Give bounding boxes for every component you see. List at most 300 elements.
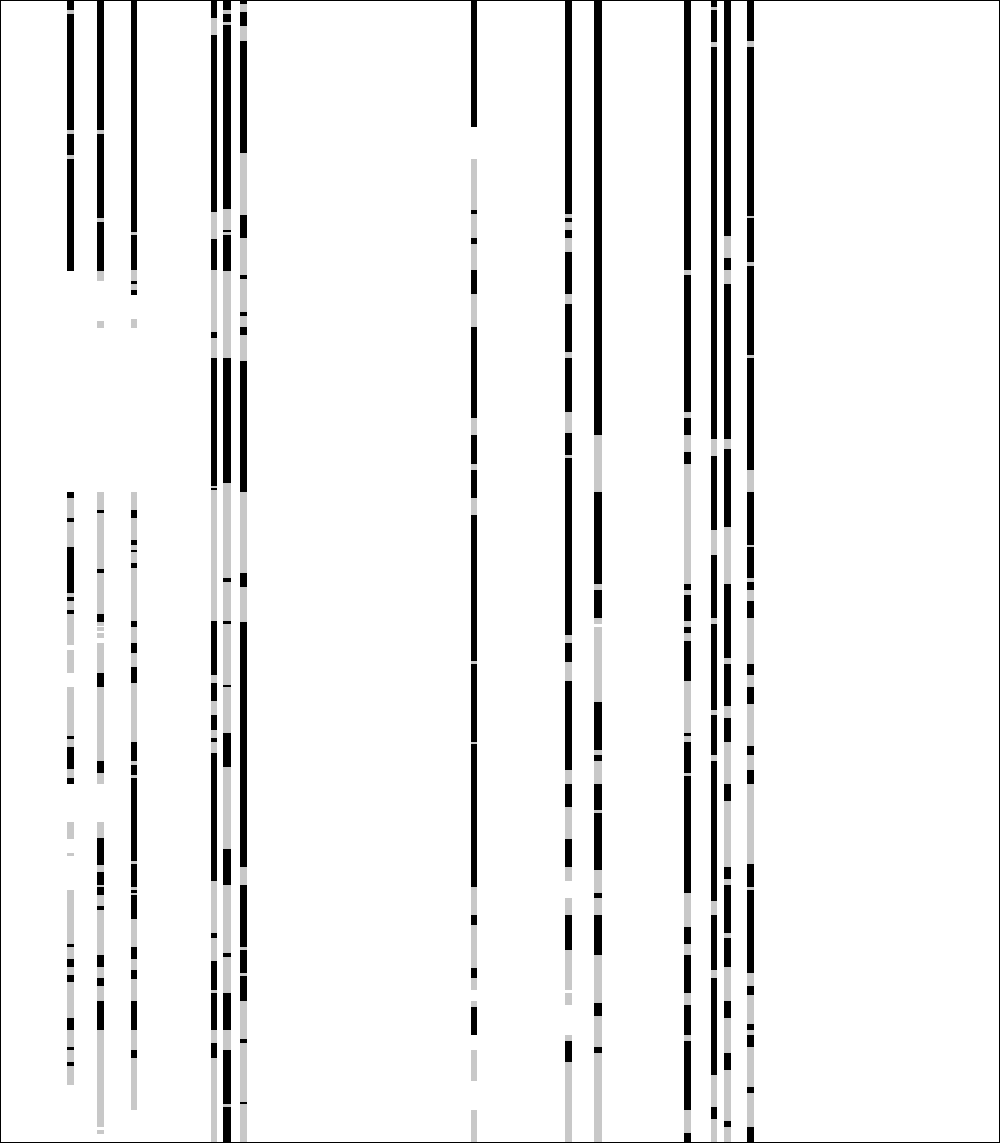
stripe-segment bbox=[240, 1039, 247, 1043]
stripe-segment bbox=[594, 618, 602, 624]
stripe-segment bbox=[67, 1050, 74, 1062]
stripe-segment bbox=[565, 294, 572, 304]
stripe-segment bbox=[240, 867, 247, 885]
stripe-segment bbox=[747, 746, 754, 755]
stripe-segment bbox=[240, 275, 247, 279]
stripe-segment bbox=[97, 513, 104, 569]
stripe-segment bbox=[223, 621, 231, 624]
stripe-segment bbox=[724, 1053, 731, 1070]
stripe-segment bbox=[711, 42, 717, 47]
stripe-segment bbox=[724, 284, 731, 439]
stripe-segment bbox=[711, 1, 717, 7]
stripe-segment bbox=[594, 750, 602, 755]
stripe-segment bbox=[747, 755, 754, 770]
stripe-segment bbox=[131, 270, 137, 281]
stripe-segment bbox=[747, 492, 754, 545]
stripe-segment bbox=[67, 959, 74, 967]
stripe-segment bbox=[565, 770, 572, 784]
stripe-segment bbox=[131, 1001, 137, 1030]
stripe-segment bbox=[67, 1018, 74, 1030]
stripe-segment bbox=[471, 664, 477, 742]
stripe-segment bbox=[565, 993, 572, 1005]
stripe-segment bbox=[711, 901, 717, 915]
stripe-segment bbox=[131, 568, 137, 621]
stripe-segment bbox=[211, 730, 217, 738]
stripe-segment bbox=[97, 614, 104, 622]
stripe-segment bbox=[67, 492, 74, 498]
stripe-segment bbox=[684, 590, 691, 595]
stripe-segment bbox=[131, 627, 137, 643]
stripe-segment bbox=[594, 898, 602, 915]
stripe-segment bbox=[223, 22, 231, 25]
stripe-segment bbox=[223, 1030, 231, 1050]
stripe-segment bbox=[67, 601, 74, 610]
stripe-segment bbox=[67, 130, 74, 134]
stripe-segment bbox=[724, 718, 731, 742]
stripe-segment bbox=[223, 483, 231, 578]
stripe-segment bbox=[131, 1, 137, 232]
stripe-segment bbox=[97, 673, 104, 687]
stripe-segment bbox=[240, 1, 247, 4]
stripe-segment bbox=[97, 1001, 104, 1030]
stripe-segment bbox=[711, 287, 717, 439]
stripe-segment bbox=[67, 739, 74, 747]
stripe-track-7 bbox=[471, 1, 477, 1143]
stripe-segment bbox=[67, 597, 74, 601]
stripe-segment bbox=[97, 773, 104, 784]
stripe-segment bbox=[565, 252, 572, 294]
stripe-segment bbox=[565, 238, 572, 252]
stripe-segment bbox=[131, 919, 137, 947]
stripe-track-12 bbox=[724, 1, 731, 1143]
stripe-segment bbox=[684, 733, 691, 736]
stripe-segment bbox=[67, 518, 74, 522]
stripe-track-3 bbox=[131, 1, 137, 1110]
stripe-segment bbox=[711, 555, 717, 618]
stripe-segment bbox=[67, 14, 74, 130]
stripe-track-6 bbox=[240, 1, 247, 1143]
stripe-segment bbox=[211, 486, 217, 488]
stripe-segment bbox=[471, 418, 477, 435]
stripe-segment bbox=[131, 970, 137, 979]
stripe-segment bbox=[131, 1058, 137, 1110]
stripe-segment bbox=[724, 1018, 731, 1035]
stripe-segment bbox=[724, 933, 731, 938]
stripe-segment bbox=[67, 1062, 74, 1066]
stripe-segment bbox=[747, 262, 754, 266]
stripe-segment bbox=[240, 153, 247, 215]
stripe-track-2 bbox=[97, 1, 104, 1134]
stripe-segment bbox=[747, 545, 754, 547]
stripe-track-1 bbox=[67, 1, 74, 1085]
stripe-segment bbox=[223, 1, 231, 10]
stripe-segment bbox=[131, 890, 137, 893]
stripe-segment bbox=[684, 736, 691, 742]
stripe-segment bbox=[97, 573, 104, 614]
stripe-segment bbox=[211, 742, 217, 753]
stripe-segment bbox=[67, 967, 74, 975]
stripe-segment bbox=[67, 687, 74, 736]
stripe-segment bbox=[240, 622, 247, 867]
stripe-segment bbox=[97, 627, 104, 631]
stripe-segment bbox=[747, 578, 754, 582]
stripe-segment bbox=[471, 978, 477, 990]
stripe-segment bbox=[684, 270, 691, 275]
stripe-segment bbox=[594, 810, 602, 813]
stripe-segment bbox=[131, 765, 137, 775]
stripe-segment bbox=[131, 979, 137, 1001]
stripe-segment bbox=[684, 452, 691, 464]
stripe-segment bbox=[594, 755, 602, 761]
stripe-segment bbox=[594, 1016, 602, 1047]
stripe-segment bbox=[223, 733, 231, 767]
stripe-segment bbox=[240, 976, 247, 1001]
stripe-segment bbox=[594, 1047, 602, 1053]
stripe-segment bbox=[747, 1035, 754, 1047]
stripe-segment bbox=[724, 439, 731, 449]
stripe-segment bbox=[594, 870, 602, 893]
stripe-segment bbox=[565, 784, 572, 807]
stripe-segment bbox=[747, 266, 754, 355]
stripe-segment bbox=[131, 778, 137, 861]
stripe-segment bbox=[711, 530, 717, 555]
stripe-track-10 bbox=[684, 1, 691, 1143]
stripe-segment bbox=[211, 212, 217, 239]
stripe-segment bbox=[565, 898, 572, 915]
stripe-segment bbox=[471, 244, 477, 270]
stripe-segment bbox=[724, 885, 731, 933]
stripe-segment bbox=[97, 643, 104, 673]
stripe-segment bbox=[240, 573, 247, 587]
stripe-segment bbox=[565, 915, 572, 950]
stripe-segment bbox=[471, 159, 477, 210]
stripe-segment bbox=[747, 986, 754, 995]
stripe-segment bbox=[240, 316, 247, 327]
stripe-segment bbox=[594, 627, 602, 702]
stripe-segment bbox=[711, 1075, 717, 1107]
stripe-track-11 bbox=[711, 1, 717, 1143]
stripe-segment bbox=[684, 742, 691, 773]
stripe-segment bbox=[471, 1, 477, 127]
stripe-segment bbox=[684, 633, 691, 641]
stripe-segment bbox=[747, 590, 754, 601]
stripe-segment bbox=[67, 610, 74, 614]
stripe-segment bbox=[211, 961, 217, 990]
stripe-segment bbox=[97, 838, 104, 865]
stripe-segment bbox=[711, 978, 717, 1075]
stripe-segment bbox=[131, 947, 137, 959]
stripe-segment bbox=[223, 358, 231, 483]
stripe-segment bbox=[594, 893, 602, 898]
stripe-segment bbox=[211, 35, 217, 212]
stripe-segment bbox=[223, 849, 231, 885]
stripe-segment bbox=[240, 279, 247, 312]
stripe-segment bbox=[471, 435, 477, 464]
stripe-segment bbox=[594, 435, 602, 492]
stripe-segment bbox=[594, 813, 602, 870]
stripe-segment bbox=[223, 1050, 231, 1104]
stripe-segment bbox=[684, 927, 691, 944]
stripe-segment bbox=[240, 1102, 247, 1104]
stripe-segment bbox=[724, 1070, 731, 1121]
stripe-segment bbox=[211, 675, 217, 683]
stripe-segment bbox=[711, 970, 717, 978]
stripe-segment bbox=[711, 1107, 717, 1119]
stripe-segment bbox=[747, 582, 754, 590]
stripe-segment bbox=[97, 130, 104, 134]
stripe-segment bbox=[67, 1, 74, 10]
stripe-segment bbox=[747, 864, 754, 887]
stripe-segment bbox=[747, 675, 754, 687]
stripe-segment bbox=[711, 1119, 717, 1143]
stripe-segment bbox=[131, 864, 137, 887]
stripe-segment bbox=[131, 1050, 137, 1058]
stripe-segment bbox=[747, 547, 754, 578]
stripe-segment bbox=[97, 569, 104, 573]
stripe-segment bbox=[565, 412, 572, 433]
stripe-segment bbox=[724, 1, 731, 236]
stripe-segment bbox=[471, 915, 477, 925]
stripe-segment bbox=[594, 1, 602, 435]
stripe-segment bbox=[565, 867, 572, 881]
stripe-segment bbox=[97, 865, 104, 872]
stripe-segment bbox=[471, 742, 477, 744]
stripe-segment bbox=[471, 270, 477, 294]
stripe-segment bbox=[211, 683, 217, 701]
stripe-segment bbox=[131, 284, 137, 290]
stripe-track-5 bbox=[223, 1, 231, 1143]
stripe-segment bbox=[724, 742, 731, 784]
stripe-segment bbox=[471, 925, 477, 968]
stripe-segment bbox=[97, 986, 104, 1001]
stripe-segment bbox=[211, 1, 217, 18]
stripe-segment bbox=[97, 955, 104, 967]
stripe-segment bbox=[684, 595, 691, 621]
stripe-segment bbox=[240, 492, 247, 573]
stripe-segment bbox=[724, 449, 731, 527]
stripe-segment bbox=[684, 641, 691, 681]
stripe-segment bbox=[684, 435, 691, 452]
stripe-segment bbox=[724, 1001, 731, 1018]
stripe-segment bbox=[97, 906, 104, 910]
stripe-segment bbox=[211, 1030, 217, 1043]
stripe-segment bbox=[240, 41, 247, 153]
stripe-segment bbox=[211, 18, 217, 35]
stripe-segment bbox=[684, 627, 691, 633]
stripe-segment bbox=[594, 1003, 602, 1016]
stripe-segment bbox=[724, 801, 731, 867]
stripe-segment bbox=[684, 464, 691, 584]
stripe-segment bbox=[223, 687, 231, 733]
stripe-segment bbox=[131, 319, 137, 328]
stripe-segment bbox=[565, 950, 572, 990]
stripe-segment bbox=[724, 236, 731, 258]
stripe-segment bbox=[747, 47, 754, 216]
stripe-segment bbox=[131, 290, 137, 295]
stripe-segment bbox=[711, 624, 717, 710]
stripe-segment bbox=[97, 222, 104, 271]
stripe-segment bbox=[724, 527, 731, 584]
stripe-segment bbox=[131, 1030, 137, 1050]
stripe-segment bbox=[223, 235, 231, 271]
stripe-segment bbox=[471, 210, 477, 214]
stripe-segment bbox=[747, 784, 754, 864]
stripe-segment bbox=[131, 232, 137, 235]
stripe-segment bbox=[747, 770, 754, 784]
stripe-segment bbox=[594, 584, 602, 590]
stripe-segment bbox=[684, 1110, 691, 1133]
stripe-segment bbox=[724, 584, 731, 658]
stripe-segment bbox=[211, 993, 217, 1030]
stripe-segment bbox=[67, 982, 74, 1018]
stripe-segment bbox=[565, 1041, 572, 1062]
stripe-segment bbox=[711, 715, 717, 755]
stripe-segment bbox=[711, 618, 717, 624]
stripe-segment bbox=[97, 687, 104, 761]
stripe-segment bbox=[684, 584, 691, 590]
stripe-segment bbox=[240, 885, 247, 947]
stripe-segment bbox=[471, 968, 477, 978]
stripe-segment bbox=[240, 238, 247, 275]
stripe-segment bbox=[97, 510, 104, 513]
stripe-segment bbox=[131, 643, 137, 653]
stripe-segment bbox=[67, 155, 74, 159]
stripe-segment bbox=[724, 967, 731, 1001]
stripe-segment bbox=[240, 950, 247, 973]
stripe-segment bbox=[565, 222, 572, 230]
stripe-segment bbox=[240, 947, 247, 950]
stripe-segment bbox=[240, 335, 247, 361]
stripe-segment bbox=[684, 776, 691, 893]
stripe-segment bbox=[747, 1127, 754, 1143]
stripe-segment bbox=[97, 492, 104, 510]
stripe-segment bbox=[724, 938, 731, 967]
stripe-segment bbox=[67, 747, 74, 769]
stripe-segment bbox=[684, 275, 691, 412]
stripe-segment bbox=[471, 238, 477, 244]
stripe-segment bbox=[67, 1047, 74, 1050]
stripe-segment bbox=[471, 470, 477, 498]
stripe-segment bbox=[594, 761, 602, 784]
stripe-segment bbox=[724, 1121, 731, 1127]
stripe-segment bbox=[131, 540, 137, 545]
stripe-segment bbox=[97, 978, 104, 986]
stripe-segment bbox=[724, 1127, 731, 1143]
stripe-segment bbox=[67, 10, 74, 14]
stripe-segment bbox=[747, 995, 754, 1024]
stripe-segment bbox=[471, 214, 477, 238]
stripe-segment bbox=[131, 761, 137, 765]
stripe-segment bbox=[565, 662, 572, 681]
stripe-segment bbox=[223, 1104, 231, 1107]
stripe-segment bbox=[131, 518, 137, 540]
stripe-segment bbox=[97, 1, 104, 130]
stripe-segment bbox=[684, 893, 691, 927]
stripe-segment bbox=[131, 510, 137, 518]
stripe-segment bbox=[223, 885, 231, 953]
stripe-segment bbox=[67, 134, 74, 155]
stripe-segment bbox=[565, 1, 572, 214]
stripe-segment bbox=[67, 547, 74, 593]
stripe-segment bbox=[97, 622, 104, 626]
stripe-segment bbox=[711, 7, 717, 10]
stripe-segment bbox=[240, 312, 247, 316]
stripe-segment bbox=[594, 492, 602, 584]
stripe-segment bbox=[747, 704, 754, 746]
stripe-segment bbox=[471, 1007, 477, 1035]
stripe-segment bbox=[211, 270, 217, 332]
stripe-segment bbox=[67, 890, 74, 944]
stripe-segment bbox=[67, 736, 74, 739]
stripe-segment bbox=[223, 14, 231, 22]
stripe-segment bbox=[97, 1030, 104, 1127]
stripe-segment bbox=[223, 685, 231, 687]
stripe-segment bbox=[67, 947, 74, 959]
stripe-segment bbox=[711, 755, 717, 761]
stripe-segment bbox=[471, 887, 477, 915]
stripe-segment bbox=[724, 784, 731, 801]
stripe-segment bbox=[131, 683, 137, 742]
stripe-segment bbox=[97, 872, 104, 885]
stripe-segment bbox=[97, 967, 104, 978]
stripe-segment bbox=[97, 910, 104, 955]
stripe-segment bbox=[747, 890, 754, 973]
stripe-segment bbox=[97, 761, 104, 773]
stripe-segment bbox=[131, 621, 137, 627]
stripe-segment bbox=[565, 304, 572, 352]
stripe-segment bbox=[565, 643, 572, 662]
stripe-segment bbox=[471, 515, 477, 661]
stripe-segment bbox=[97, 822, 104, 838]
stripe-segment bbox=[747, 355, 754, 358]
stripe-segment bbox=[565, 218, 572, 222]
stripe-segment bbox=[223, 582, 231, 621]
stripe-segment bbox=[565, 433, 572, 455]
stripe-segment bbox=[240, 215, 247, 238]
stripe-segment bbox=[97, 895, 104, 906]
stripe-segment bbox=[240, 1001, 247, 1039]
stripe-segment bbox=[67, 498, 74, 518]
stripe-track-4 bbox=[211, 1, 217, 1143]
stripe-segment bbox=[131, 895, 137, 919]
stripe-segment bbox=[684, 773, 691, 776]
stripe-segment bbox=[211, 488, 217, 490]
stripe-segment bbox=[211, 239, 217, 270]
stripe-segment bbox=[67, 778, 74, 784]
stripe-segment bbox=[594, 702, 602, 750]
stripe-segment bbox=[97, 1130, 104, 1134]
stripe-segment bbox=[747, 687, 754, 704]
stripe-segment bbox=[223, 953, 231, 957]
stripe-segment bbox=[471, 661, 477, 664]
stripe-segment bbox=[747, 1024, 754, 1030]
stripe-segment bbox=[594, 1053, 602, 1143]
stripe-segment bbox=[211, 933, 217, 938]
stripe-segment bbox=[471, 327, 477, 418]
stripe-segment bbox=[724, 664, 731, 706]
stripe-segment bbox=[211, 881, 217, 933]
stripe-segment bbox=[747, 1047, 754, 1087]
stripe-segment bbox=[747, 664, 754, 675]
stripe-segment bbox=[211, 621, 217, 675]
stripe-segment bbox=[724, 1035, 731, 1053]
stripe-segment bbox=[471, 498, 477, 515]
stripe-segment bbox=[747, 1093, 754, 1127]
stripe-segment bbox=[711, 761, 717, 901]
stripe-segment bbox=[471, 1050, 477, 1081]
stripe-segment bbox=[471, 464, 477, 470]
stripe-segment bbox=[684, 944, 691, 955]
